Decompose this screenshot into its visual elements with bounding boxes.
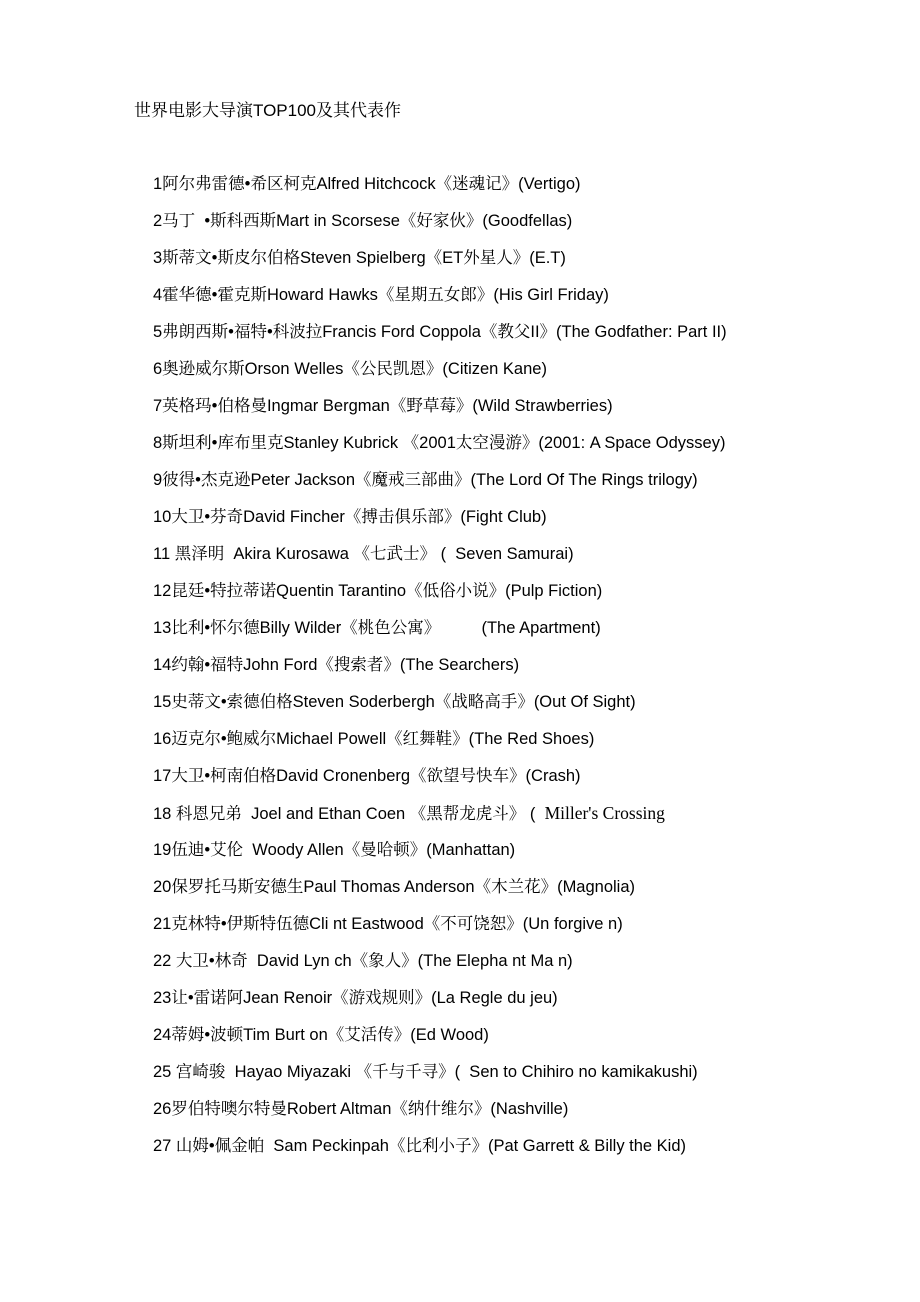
list-item-7: 7英格玛•伯格曼Ingmar Bergman《野草莓》(Wild Strawberries) — [153, 397, 613, 415]
list-item-2: 2马丁 •斯科西斯Mart in Scorsese《好家伙》(Goodfellas) — [153, 212, 573, 230]
list-item-15: 15史蒂文•索德伯格Steven Soderbergh《战略高手》(Out Of Sight) — [153, 693, 636, 711]
list-item-8: 8斯坦利•库布里克Stanley Kubrick 《2001太空漫游》(2001: A Space Odyssey) — [153, 434, 726, 452]
list-item-23: 23让•雷诺阿Jean Renoir《游戏规则》(La Regle du jeu) — [153, 989, 558, 1007]
list-item-25: 25 宫崎骏 Hayao Miyazaki 《千与千寻》( Sen to Chihiro no kamikakushi) — [153, 1063, 698, 1081]
list-item-3: 3斯蒂文•斯皮尔伯格Steven Spielberg《ET外星人》(E.T) — [153, 249, 566, 267]
list-item-10: 10大卫•芬奇David Fincher《搏击俱乐部》(Fight Club) — [153, 508, 547, 526]
list-item-4: 4霍华德•霍克斯Howard Hawks《星期五女郎》(His Girl Friday) — [153, 286, 609, 304]
list-item-19: 19伍迪•艾伦 Woody Allen《曼哈顿》(Manhattan) — [153, 841, 516, 859]
list-item-1: 1阿尔弗雷德•希区柯克Alfred Hitchcock《迷魂记》(Vertigo) — [153, 175, 581, 193]
list-item-6: 6奥逊威尔斯Orson Welles《公民凯恩》(Citizen Kane) — [153, 360, 547, 378]
list-item-5: 5弗朗西斯•福特•科波拉Francis Ford Coppola《教父II》(The Godfather: Part II) — [153, 323, 727, 341]
list-item-9: 9彼得•杰克逊Peter Jackson《魔戒三部曲》(The Lord Of The Rings trilogy) — [153, 471, 698, 489]
list-item-17: 17大卫•柯南伯格David Cronenberg《欲望号快车》(Crash) — [153, 767, 581, 785]
list-item-27: 27 山姆•佩金帕 Sam Peckinpah《比利小子》(Pat Garrett & Billy the Kid) — [153, 1137, 687, 1155]
list-item-13: 13比利•怀尔德Billy Wilder《桃色公寓》 (The Apartment) — [153, 619, 601, 637]
document-title: 世界电影大导演TOP100及其代表作 — [134, 101, 402, 120]
list-item-16: 16迈克尔•鲍威尔Michael Powell《红舞鞋》(The Red Shoes) — [153, 730, 595, 748]
list-item-12: 12昆廷•特拉蒂诺Quentin Tarantino《低俗小说》(Pulp Fiction) — [153, 582, 603, 600]
list-item-14: 14约翰•福特John Ford《搜索者》(The Searchers) — [153, 656, 520, 674]
list-item-18 — [153, 801, 727, 838]
list-item-21: 21克林特•伊斯特伍德Cli nt Eastwood《不可饶恕》(Un forgive n) — [153, 915, 623, 933]
director-list — [153, 172, 727, 1171]
list-item-20: 20保罗托马斯安德生Paul Thomas Anderson《木兰花》(Magnolia) — [153, 878, 636, 896]
list-item-11: 11 黑泽明 Akira Kurosawa 《七武士》 ( Seven Samurai) — [153, 545, 574, 563]
list-item-18-title: Miller's Crossing — [544, 803, 665, 823]
list-item-24: 24蒂姆•波顿Tim Burt on《艾活传》(Ed Wood) — [153, 1026, 489, 1044]
list-item-26: 26罗伯特噢尔特曼Robert Altman《纳什维尔》(Nashville) — [153, 1100, 569, 1118]
list-item-18-text: 18 科恩兄弟 Joel and Ethan Coen 《黑帮龙虎斗》 ( — [153, 805, 545, 823]
list-item-22: 22 大卫•林奇 David Lyn ch《象人》(The Elepha nt Ma n) — [153, 952, 573, 970]
